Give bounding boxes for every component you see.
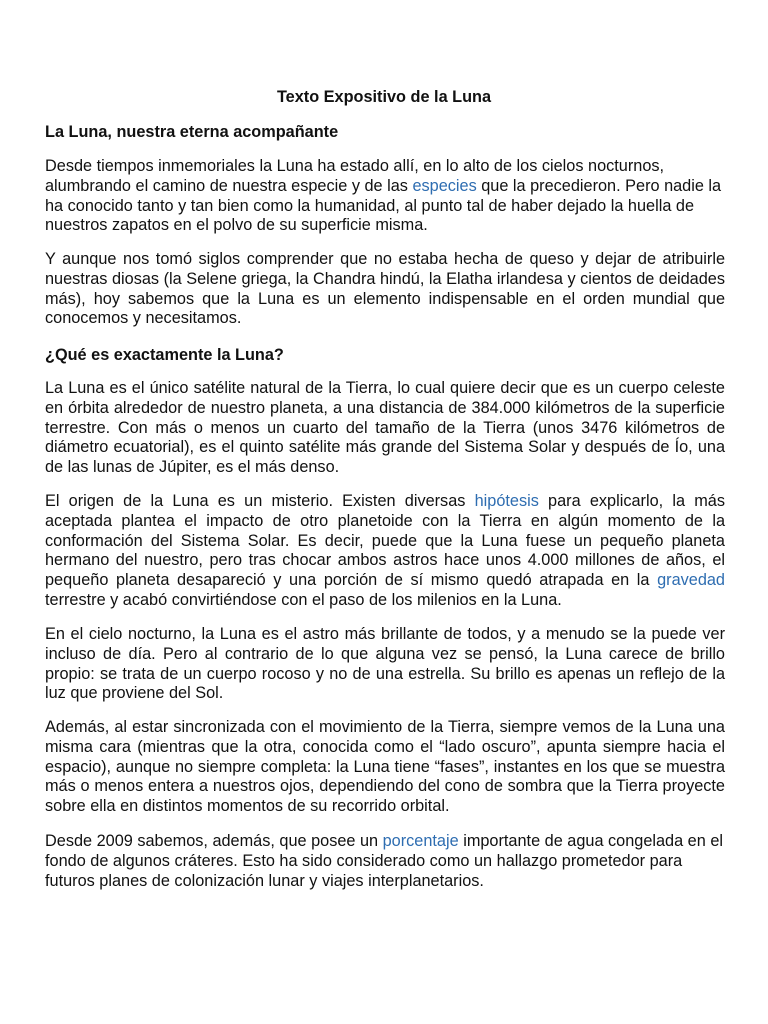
paragraph-intro — [45, 157, 725, 236]
link-especies[interactable]: especies — [412, 176, 477, 195]
paragraph-definition: La Luna es el único satélite natural de la Tierra, lo cual quiere decir que es un cuerpo celeste en órbita alrededor de nuestro planeta, a una distancia de 384.000 kilómetros de la superficie terrestre. Con más o menos un cuarto del tamaño de la Tierra (unos 3476 kilómetros de diámetro ecuatorial), es el quinto satélite más grande del Sistema Solar y después de Ío, una de las lunas de Júpiter, es el más denso. — [45, 379, 725, 477]
paragraph-text: terrestre y acabó convirtiéndose con el paso de los milenios en la Luna. — [45, 590, 562, 609]
paragraph-text: Desde tiempos inmemoriales la Luna ha estado allí, en lo alto de los cielos nocturnos, alumbrando el camino de nuestra especie y de las — [45, 157, 665, 195]
paragraph-myths: Y aunque nos tomó siglos comprender que no estaba hecha de queso y dejar de atribuirle nuestras diosas (la Selene griega, la Chandra hindú, la Elatha irlandesa y cientos de deidades más), hoy sabemos que la Luna es un elemento indispensable en el orden mundial que conocemos y necesitamos. — [45, 250, 725, 328]
paragraph-text: El origen de la Luna es un misterio. Existen diversas — [45, 492, 475, 510]
section-heading-companion: La Luna, nuestra eterna acompañante — [45, 123, 339, 141]
link-gravedad[interactable]: gravedad — [657, 571, 725, 590]
paragraph-origin — [45, 492, 725, 611]
document-title: Texto Expositivo de la Luna — [276, 88, 492, 106]
paragraph-brightness: En el cielo nocturno, la Luna es el astro más brillante de todos, y a menudo se la puede ver incluso de día. Pero al contrario de lo que alguna vez se pensó, la Luna carece de brillo propio: se trata de un cuerpo rocoso y no de una estrella. Su brillo es apenas un reflejo de la luz que proviene del Sol. — [45, 625, 725, 703]
paragraph-text: Desde 2009 sabemos, además, que posee un — [45, 832, 383, 850]
link-hipotesis[interactable]: hipótesis — [474, 492, 539, 510]
paragraph-text: para explicarlo, la más aceptada plantea el impacto de otro planetoide con la Tierra en algún momento de la conformación del Sistema Solar. Es decir, puede que la Luna fuese un pequeño planeta hermano del nuestro, pero tras chocar ambos astros hace unos 4.000 millones de años, el pequeño planeta desapareció y una porción de sí mismo quedó atrapada en la — [45, 492, 725, 590]
section-heading-what-is: ¿Qué es exactamente la Luna? — [45, 346, 284, 364]
link-porcentaje[interactable]: porcentaje — [382, 832, 459, 850]
paragraph-phases: Además, al estar sincronizada con el movimiento de la Tierra, siempre vemos de la Luna una misma cara (mientras que la otra, conocida como el “lado oscuro”, apunta siempre hacia el espacio), aunque no siempre completa: la Luna tiene “fases”, instantes en los que se muestra más o menos entera a nuestros ojos, dependiendo del cono de sombra que la Tierra proyecte sobre ella en distintos momentos de su recorrido orbital. — [45, 718, 725, 816]
paragraph-water — [45, 832, 725, 891]
paragraph-text: importante de agua congelada en el fondo de algunos cráteres. Esto ha sido considerado como un hallazgo prometedor para futuros planes de colonización lunar y viajes interplanetarios. — [45, 832, 723, 890]
paragraph-text: que la precedieron. Pero nadie la ha conocido tanto y tan bien como la humanidad, al punto tal de haber dejado la huella de nuestros zapatos en el polvo de su superficie misma. — [45, 176, 722, 235]
